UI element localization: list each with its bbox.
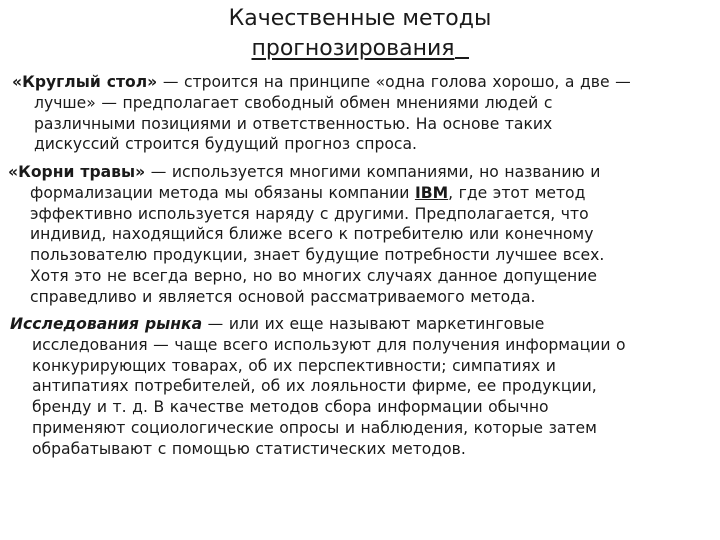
- paragraph-line: справедливо и является основой рассматриваемого метода.: [30, 287, 536, 306]
- text-fragment: — строится на принципе «одна голова хорошо, а две —: [157, 73, 631, 91]
- paragraph-market-research: [10, 314, 626, 460]
- ibm-link[interactable]: IBM: [414, 183, 449, 202]
- term-round-table: «Круглый стол»: [12, 73, 158, 91]
- paragraph-line: лучше» — предполагает свободный обмен мнениями людей с: [34, 93, 553, 112]
- paragraph-line: применяют социологические опросы и наблюдения, которые затем: [32, 418, 597, 437]
- paragraph-line: индивид, находящийся ближе всего к потребителю или конечному: [30, 225, 594, 244]
- text-fragment: , где этот метод: [448, 183, 586, 202]
- paragraph-line: [8, 162, 604, 183]
- paragraph-line: Хотя это не всегда верно, но во многих случаях данное допущение: [30, 266, 597, 285]
- paragraph-line: бренду и т. д. В качестве методов сбора информации обычно: [32, 398, 549, 417]
- paragraph-line: эффективно используется наряду с другими. Предполагается, что: [30, 204, 589, 223]
- page-title-underlined: прогнозирования: [251, 36, 455, 61]
- paragraph-line: различными позициями и ответственностью. На основе таких: [34, 114, 553, 133]
- paragraph-line: обрабатывают с помощью статистических методов.: [32, 439, 466, 458]
- paragraph-line: дискуссий строится будущий прогноз спроса.: [34, 135, 418, 154]
- text-fragment: — используется многими компаниями, но названию и: [145, 163, 601, 181]
- paragraph-line: антипатиях потребителей, об их лояльности фирме, ее продукции,: [32, 377, 597, 396]
- paragraph-grass-roots: [8, 162, 604, 308]
- title-underline-tail: [455, 57, 469, 59]
- paragraph-line: исследования — чаще всего используют для получения информации о: [32, 335, 626, 354]
- paragraph-line: пользователю продукции, знает будущие потребности лучшее всех.: [30, 246, 605, 265]
- page-title-line-2: [0, 36, 720, 62]
- paragraph-line: [8, 183, 604, 204]
- paragraph-round-table: [12, 72, 631, 155]
- text-fragment: — или их еще называют маркетинговые: [202, 315, 545, 333]
- term-grass-roots: «Корни травы»: [8, 163, 146, 181]
- paragraph-line: [10, 314, 626, 335]
- page-title-line-1: Качественные методы: [228, 6, 492, 31]
- text-fragment: формализации метода мы обязаны компании: [30, 183, 415, 202]
- paragraph-line: [12, 72, 631, 93]
- term-market-research: Исследования рынка: [10, 315, 203, 333]
- paragraph-line: конкурирующих товарах, об их перспективности; симпатиях и: [32, 356, 556, 375]
